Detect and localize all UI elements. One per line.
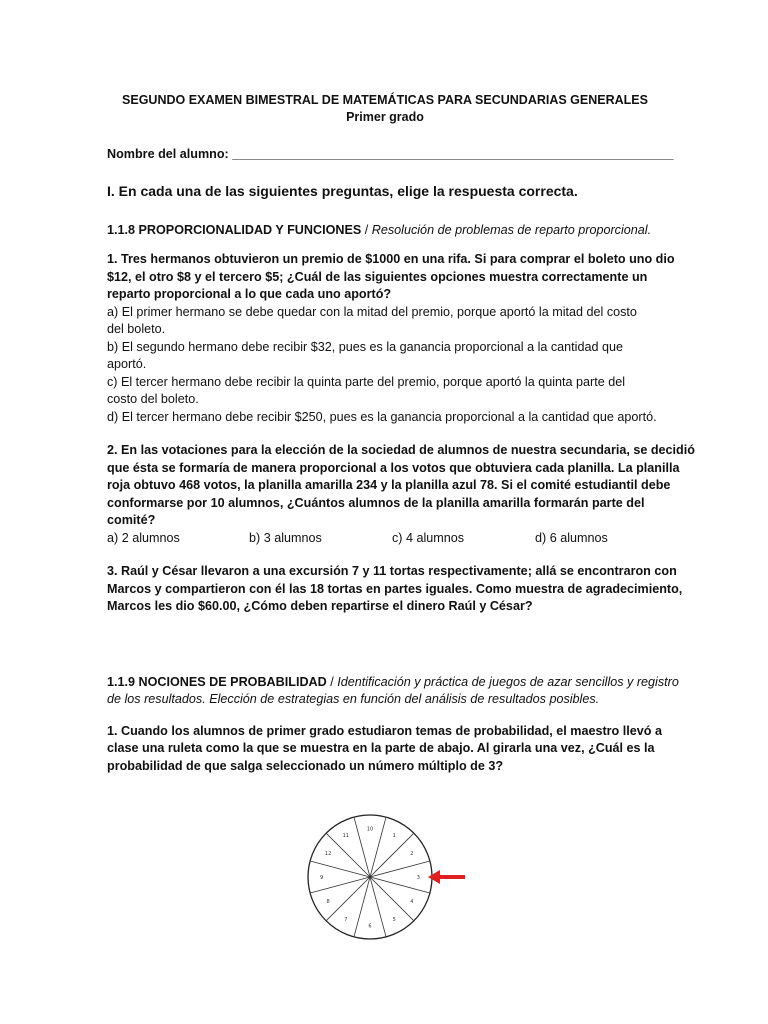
section2-subtitle-cont: de los resultados. Elección de estrategias en función del análisis de resultados posibles. — [107, 692, 600, 706]
question-line: $12, el otro $8 y el tercero $5; ¿Cuál de las siguientes opciones muestra correctamente un — [107, 269, 648, 284]
section2-heading-line — [107, 674, 679, 692]
question-line: roja obtuvo 468 votos, la planilla amarilla 234 y la planilla azul 78. Si el comité estudiantil debe — [107, 478, 671, 492]
option-c[interactable]: c) 4 alumnos — [392, 530, 465, 545]
instructions: I. En cada una de las siguientes preguntas, elige la respuesta correcta. — [107, 182, 578, 199]
question-1-3 — [107, 563, 683, 616]
wheel-number: 1 — [392, 833, 396, 840]
section2-title: 1.1.9 NOCIONES DE PROBABILIDAD — [107, 674, 327, 689]
wheel-number: 6 — [368, 923, 372, 930]
question-line: Marcos les dio $60.00, ¿Cómo deben repartirse el dinero Raúl y César? — [107, 599, 533, 613]
section2-heading — [107, 674, 679, 709]
roulette-wheel — [300, 812, 470, 942]
option-c-cont: costo del boleto. — [107, 392, 199, 406]
wheel-number: 5 — [392, 916, 396, 923]
exam-page — [107, 92, 695, 775]
question-line: 1. Tres hermanos obtuvieron un premio de $1000 en una rifa. Si para comprar el boleto uno dio — [107, 252, 675, 266]
question-line: 1. Cuando los alumnos de primer grado estudiaron temas de probabilidad, el maestro llevó a — [107, 723, 662, 738]
section1-subtitle: Resolución de problemas de reparto proporcional. — [371, 222, 652, 237]
question-line: que ésta se formaría de manera proporcional a los votos que obtuviera cada planilla. La planilla — [107, 460, 680, 475]
option-a[interactable]: a) 2 alumnos — [107, 530, 180, 545]
pointer-arrow-icon — [428, 870, 465, 884]
wheel-number: 8 — [326, 899, 330, 906]
question-line: clase una ruleta como la que se muestra en la parte de abajo. Al girarla una vez, ¿Cuál es la — [107, 741, 655, 755]
section2-subtitle: Identificación y práctica de juegos de azar sencillos y registro — [337, 674, 679, 689]
exam-title: SEGUNDO EXAMEN BIMESTRAL DE MATEMÁTICAS PARA SECUNDARIAS GENERALES — [122, 93, 648, 107]
section2-separator: / — [326, 674, 338, 689]
question-1-2 — [107, 442, 695, 547]
option-d[interactable]: d) 6 alumnos — [535, 530, 608, 545]
exam-grade: Primer grado — [346, 110, 424, 124]
option-c[interactable]: c) El tercer hermano debe recibir la quinta parte del premio, porque aportó la quinta parte del — [107, 374, 626, 389]
wheel-number: 7 — [344, 916, 348, 923]
question-2-1 — [107, 723, 663, 776]
wheel-number: 4 — [410, 899, 414, 906]
student-name-field[interactable]: Nombre del alumno: _______________________________________________________________ — [107, 147, 674, 161]
question-line: probabilidad de que salga seleccionado un número múltiplo de 3? — [107, 758, 504, 773]
wheel-number: 2 — [410, 850, 414, 857]
question-line: 2. En las votaciones para la elección de la sociedad de alumnos de nuestra secundaria, se decidió — [107, 443, 695, 457]
option-a-cont: del boleto. — [107, 322, 166, 336]
option-a[interactable]: a) El primer hermano se debe quedar con la mitad del premio, porque aportó la mitad del costo — [107, 304, 637, 319]
option-b-cont: aportó. — [107, 357, 147, 371]
section1-separator: / — [361, 222, 372, 237]
section1-title: 1.1.8 PROPORCIONALIDAD Y FUNCIONES — [107, 222, 362, 237]
wheel-number: 3 — [416, 875, 420, 881]
question-line: reparto proporcional a lo que cada uno aportó? — [107, 287, 392, 301]
section1-heading — [107, 222, 663, 240]
options-row — [107, 530, 663, 548]
wheel-number: 11 — [342, 833, 350, 840]
option-b[interactable]: b) 3 alumnos — [249, 530, 322, 545]
option-b[interactable]: b) El segundo hermano debe recibir $32, pues es la ganancia proporcional a la cantidad que — [107, 339, 623, 354]
question-line: comité? — [107, 513, 156, 527]
option-d[interactable]: d) El tercer hermano debe recibir $250, pues es la ganancia proporcional a la cantidad que aportó. — [107, 409, 657, 424]
wheel-number: 9 — [320, 875, 324, 881]
question-1-1 — [107, 251, 675, 426]
wheel-number: 12 — [324, 850, 332, 857]
question-line: conformarse por 10 alumnos, ¿Cuántos alumnos de la planilla amarilla formarán parte del — [107, 495, 645, 510]
question-line: 3. Raúl y César llevaron a una excursión 7 y 11 tortas respectivamente; allá se encontraron con — [107, 564, 677, 578]
wheel-number: 10 — [366, 826, 374, 833]
question-line: Marcos y compartieron con él las 18 tortas en partes iguales. Como muestra de agradecimiento, — [107, 581, 683, 596]
